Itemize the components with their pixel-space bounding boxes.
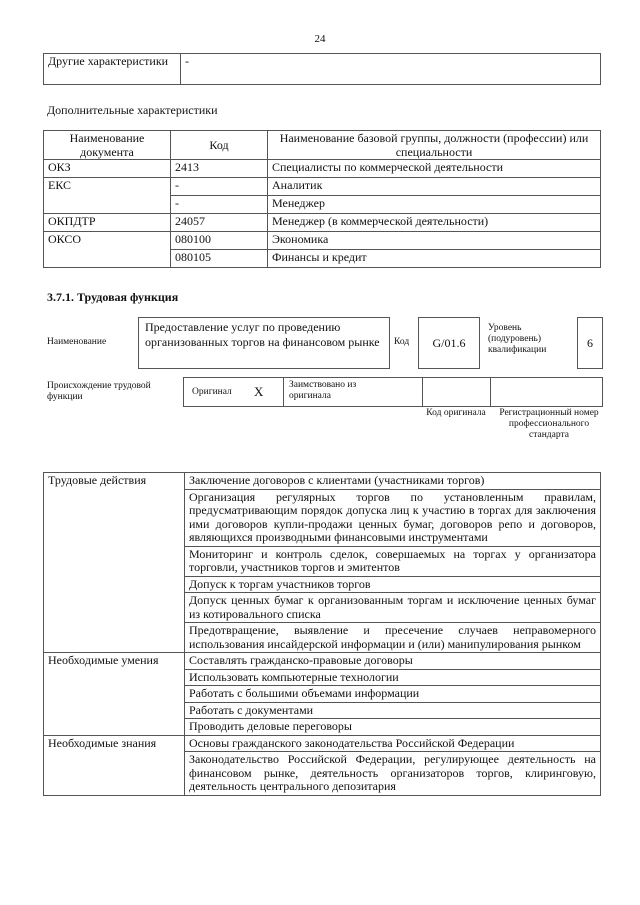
list-item: Заключение договоров с клиентами (участниками торгов) [185,473,601,490]
skills-label: Необходимые умения [44,653,185,736]
table-row [44,178,601,196]
list-item: Организация регулярных торгов по установленным правилам, предусматривающим порядок допуска лиц к участию в торгах для заключения ими договоров купли-продажи ценных бумаг, договоров репо и договоров, являющихся производными финансовыми инструментами [185,489,601,546]
origin-divider [490,377,491,406]
reg-caption: Регистрационный номер профессионального стандарта [499,408,599,440]
list-item: Работать с документами [185,702,601,719]
code-caption: Код оригинала [426,408,486,418]
list-item: Проводить деловые переговоры [185,719,601,736]
add-header-doc: Наименование документа [44,131,171,160]
table-row [44,160,601,178]
additional-title: Дополнительные характеристики [47,103,218,117]
page-number: 24 [314,33,326,45]
add-cell-doc: ОКПДТР [44,214,171,232]
origin-divider [283,377,284,406]
code-label: Код [394,337,410,347]
add-cell-code: - [171,178,268,196]
add-cell-code: 080105 [171,250,268,268]
original-mark: X [254,384,264,399]
other-characteristics-table [43,53,601,85]
code-value-box [418,317,480,369]
origin-label: Происхождение трудовой функции [47,381,151,402]
add-cell-doc: ЕКС [44,178,171,214]
table-row [44,232,601,250]
add-cell-doc: ОКСО [44,232,171,268]
code-value: G/01.6 [432,336,466,350]
original-label: Оригинал [192,387,232,397]
add-cell-group: Специалисты по коммерческой деятельности [268,160,601,178]
level-value-box [577,317,603,369]
knowledge-label: Необходимые знания [44,735,185,795]
list-item: Законодательство Российской Федерации, регулирующее деятельность на финансовом рынке, деятельность организаторов торгов, клиринговую, деятельность центрального депозитария [185,752,601,796]
list-item: Составлять гражданско-правовые договоры [185,653,601,670]
name-label: Наименование [47,337,107,347]
list-item: Работать с большими объемами информации [185,686,601,703]
origin-divider [422,377,423,406]
add-cell-group: Финансы и кредит [268,250,601,268]
additional-table [43,130,601,268]
name-value-box [138,317,390,369]
add-cell-group: Менеджер (в коммерческой деятельности) [268,214,601,232]
origin-box [183,377,603,407]
add-cell-code: - [171,196,268,214]
list-item: Предотвращение, выявление и пресечение случаев неправомерного использования инсайдерской информации и (или) манипулирования рынком [185,623,601,653]
other-label: Другие характеристики [44,54,181,85]
function-title: 3.7.1. Трудовая функция [47,290,179,304]
add-cell-group: Аналитик [268,178,601,196]
add-cell-code: 2413 [171,160,268,178]
list-item: Использовать компьютерные технологии [185,669,601,686]
add-cell-doc: ОКЗ [44,160,171,178]
table-row [44,214,601,232]
add-header-code: Код [171,131,268,160]
list-item: Допуск ценных бумаг к организованным торгам и исключение ценных бумаг из котировального списка [185,593,601,623]
add-header-group: Наименование базовой группы, должности (профессии) или специальности [268,131,601,160]
add-cell-group: Экономика [268,232,601,250]
level-value: 6 [587,336,593,350]
list-item: Основы гражданского законодательства Российской Федерации [185,735,601,752]
add-cell-code: 24057 [171,214,268,232]
actions-label: Трудовые действия [44,473,185,653]
add-cell-group: Менеджер [268,196,601,214]
list-item: Мониторинг и контроль сделок, совершаемых на торгах у организатора торговли, участников торгов и эмитентов [185,546,601,576]
other-value: - [181,54,601,85]
list-item: Допуск к торгам участников торгов [185,576,601,593]
duties-table [43,472,601,796]
borrowed-label: Заимствовано из оригинала [289,380,357,401]
level-label: Уровень (подуровень) квалификации [488,323,547,355]
add-cell-code: 080100 [171,232,268,250]
name-value: Предоставление услуг по проведению организованных торгов на финансовом рынке [145,320,380,349]
